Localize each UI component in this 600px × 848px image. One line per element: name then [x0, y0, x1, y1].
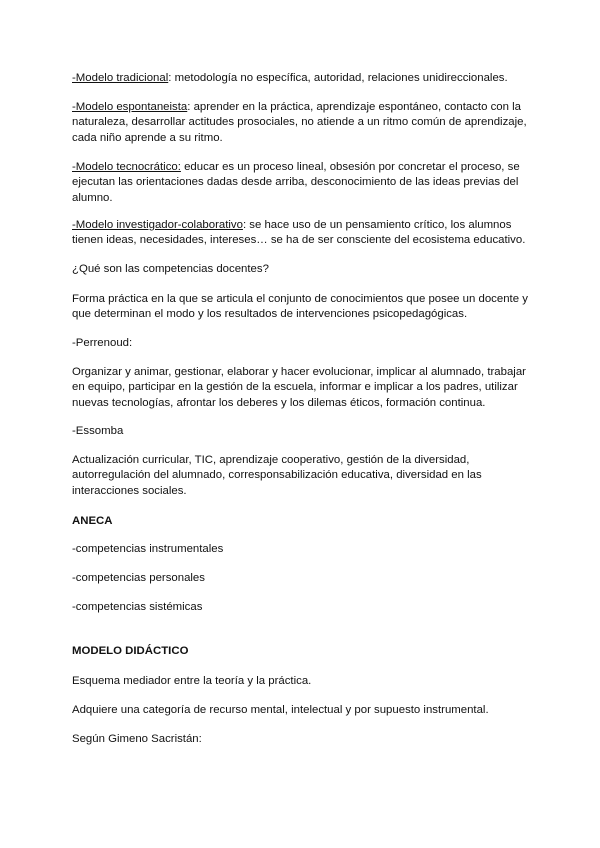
perrenoud-label: -Perrenoud: [72, 337, 133, 349]
model-researcher [72, 218, 528, 249]
model-name: -Modelo investigador-colaborativo [72, 219, 243, 231]
essomba-label: -Essomba [72, 425, 124, 437]
competencias-question: ¿Qué son las competencias docentes? [72, 263, 269, 275]
essomba-text: Actualización curricular, TIC, aprendizaje cooperativo, gestión de la diversidad, autorregulación del alumnado, corresponsabilización educativa, diversidad en las interacciones sociales. [72, 454, 482, 497]
model-traditional [72, 71, 528, 86]
aneca-item: -competencias personales [72, 572, 205, 584]
aneca-item: -competencias sistémicas [72, 601, 203, 613]
model-name: -Modelo tradicional [72, 72, 169, 84]
aneca-heading: ANECA [72, 515, 113, 527]
modelo-paragraph: Esquema mediador entre la teoría y la práctica. [72, 675, 312, 687]
model-name: -Modelo espontaneista [72, 101, 188, 113]
model-name: -Modelo tecnocrático: [72, 161, 181, 173]
model-description: : se hace uso de un pensamiento crítico, los alumnos tienen ideas, necesidades, intereses… se ha de ser consciente del ecosistema educativo. [72, 219, 526, 247]
model-spontaneous [72, 100, 528, 146]
modelo-paragraph: Adquiere una categoría de recurso mental, intelectual y por supuesto instrumental. [72, 704, 489, 716]
model-description: : aprender en la práctica, aprendizaje espontáneo, contacto con la naturaleza, desarrollar actitudes prosociales, no atiende a un ritmo común de aprendizaje, cada niño aprende a su ritmo. [72, 101, 527, 144]
model-technocratic [72, 160, 528, 206]
modelo-didactico-heading: MODELO DIDÁCTICO [72, 645, 189, 657]
perrenoud-text: Organizar y animar, gestionar, elaborar y hacer evolucionar, implicar al alumnado, trabajar en equipo, participar en la gestión de la escuela, informar e implicar a los padres, utilizar nuevas tecnologías, afrontar los deberes y los dilemas éticos, formación continua. [72, 366, 526, 409]
model-description: educar es un proceso lineal, obsesión por concretar el proceso, se ejecutan las orientaciones dadas desde arriba, desconocimiento de las ideas previas del alumno. [72, 161, 520, 204]
competencias-definition: Forma práctica en la que se articula el conjunto de conocimientos que posee un docente y que determinan el modo y los resultados de intervenciones psicopedagógicas. [72, 293, 528, 321]
aneca-item: -competencias instrumentales [72, 543, 224, 555]
modelo-paragraph: Según Gimeno Sacristán: [72, 733, 202, 745]
model-description: : metodología no específica, autoridad, relaciones unidireccionales. [168, 72, 508, 84]
